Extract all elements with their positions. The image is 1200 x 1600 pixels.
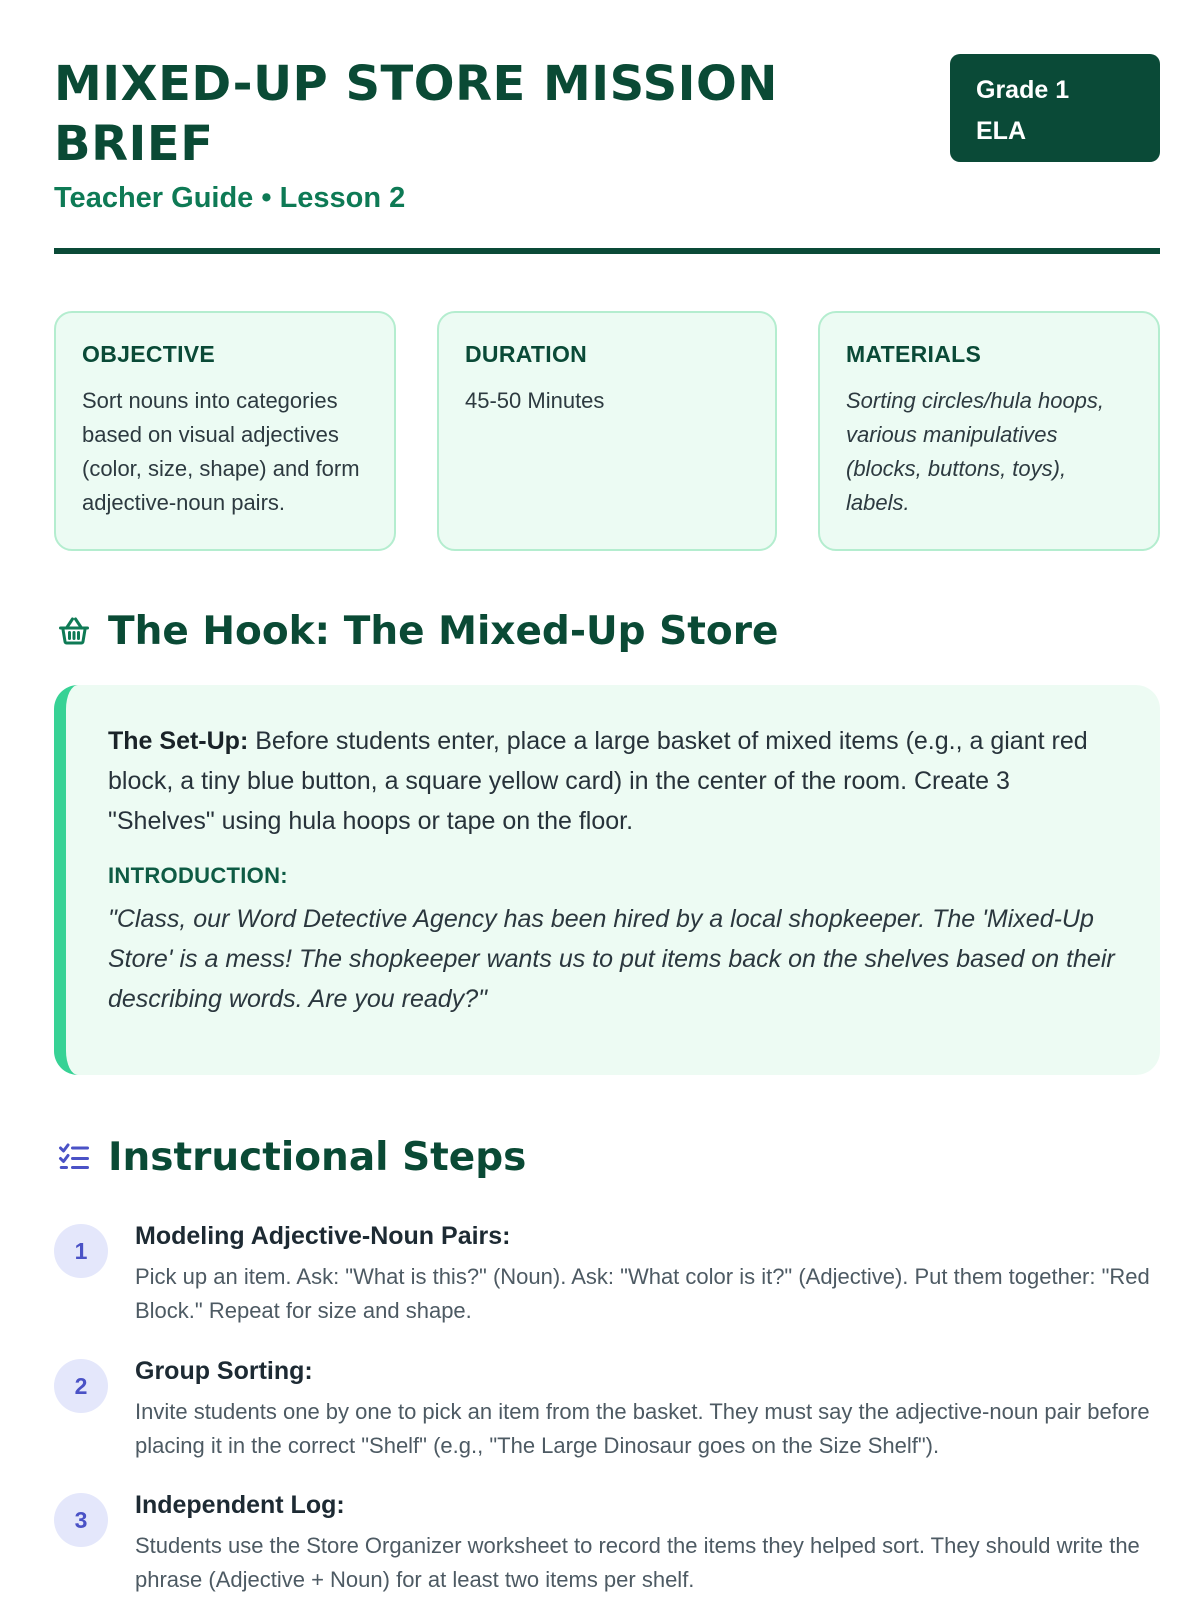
steps-title: Instructional Steps [108,1134,527,1180]
step-number: 1 [54,1224,108,1278]
materials-text: Sorting circles/hula hoops, various manipulatives (blocks, buttons, toys), labels. [846,388,1105,515]
hook-callout [54,685,1160,1075]
checklist-icon [54,1137,94,1177]
introduction-label: INTRODUCTION: [108,863,288,888]
step-body: Pick up an item. Ask: "What is this?" (Noun). Ask: "What color is it?" (Adjective). Put them together: "Red Block." Repeat for size and shape. [135,1264,1150,1323]
step-body: Students use the Store Organizer worksheet to record the items they helped sort. They should write the phrase (Adjective + Noun) for at least two items per shelf. [135,1533,1140,1592]
duration-text: 45-50 Minutes [465,388,605,413]
step-number: 3 [54,1493,108,1547]
badge-subject: ELA [976,117,1026,145]
materials-label: MATERIALS [846,341,982,367]
step-title: Modeling Adjective-Noun Pairs: [135,1222,511,1250]
duration-card [437,311,777,551]
page-subtitle: Teacher Guide • Lesson 2 [54,182,406,214]
introduction-quote: "Class, our Word Detective Agency has been hired by a local shopkeeper. The 'Mixed-Up Store' is a mess! The shopkeeper wants us to put items back on the shelves based on their describing words. Are you ready?" [108,905,1115,1013]
duration-label: DURATION [465,341,588,367]
setup-paragraph [108,721,1118,841]
objective-card [54,311,396,551]
hook-title: The Hook: The Mixed-Up Store [108,608,779,654]
step-body: Invite students one by one to pick an item from the basket. They must say the adjective-noun pair before placing it in the correct "Shelf" (e.g., "The Large Dinosaur goes on the Size Shelf"). [135,1399,1150,1458]
objective-text: Sort nouns into categories based on visual adjectives (color, size, shape) and form adjective-noun pairs. [82,388,360,515]
steps-heading [54,1132,1160,1182]
objective-label: OBJECTIVE [82,341,216,367]
setup-text: Before students enter, place a large basket of mixed items (e.g., a giant red block, a tiny blue button, a square yellow card) in the center of the room. Create 3 "Shelves" using hula hoops or tape on the floor. [108,727,1088,835]
step-item [54,1222,1160,1342]
grade-badge [950,54,1160,162]
info-cards [54,311,1160,551]
header-divider [54,248,1160,254]
step-title: Group Sorting: [135,1357,313,1385]
step-item [54,1357,1160,1477]
setup-label: The Set-Up: [108,727,249,755]
page-title: MIXED-UP STORE MISSION BRIEF [54,56,778,172]
basket-icon [54,611,94,651]
page-header [54,54,1160,254]
lesson-page [54,0,1160,1600]
step-title: Independent Log: [135,1491,345,1519]
step-number: 2 [54,1359,108,1413]
hook-heading [54,606,1160,656]
step-item [54,1491,1160,1600]
materials-card [818,311,1160,551]
badge-grade: Grade 1 [976,76,1070,104]
